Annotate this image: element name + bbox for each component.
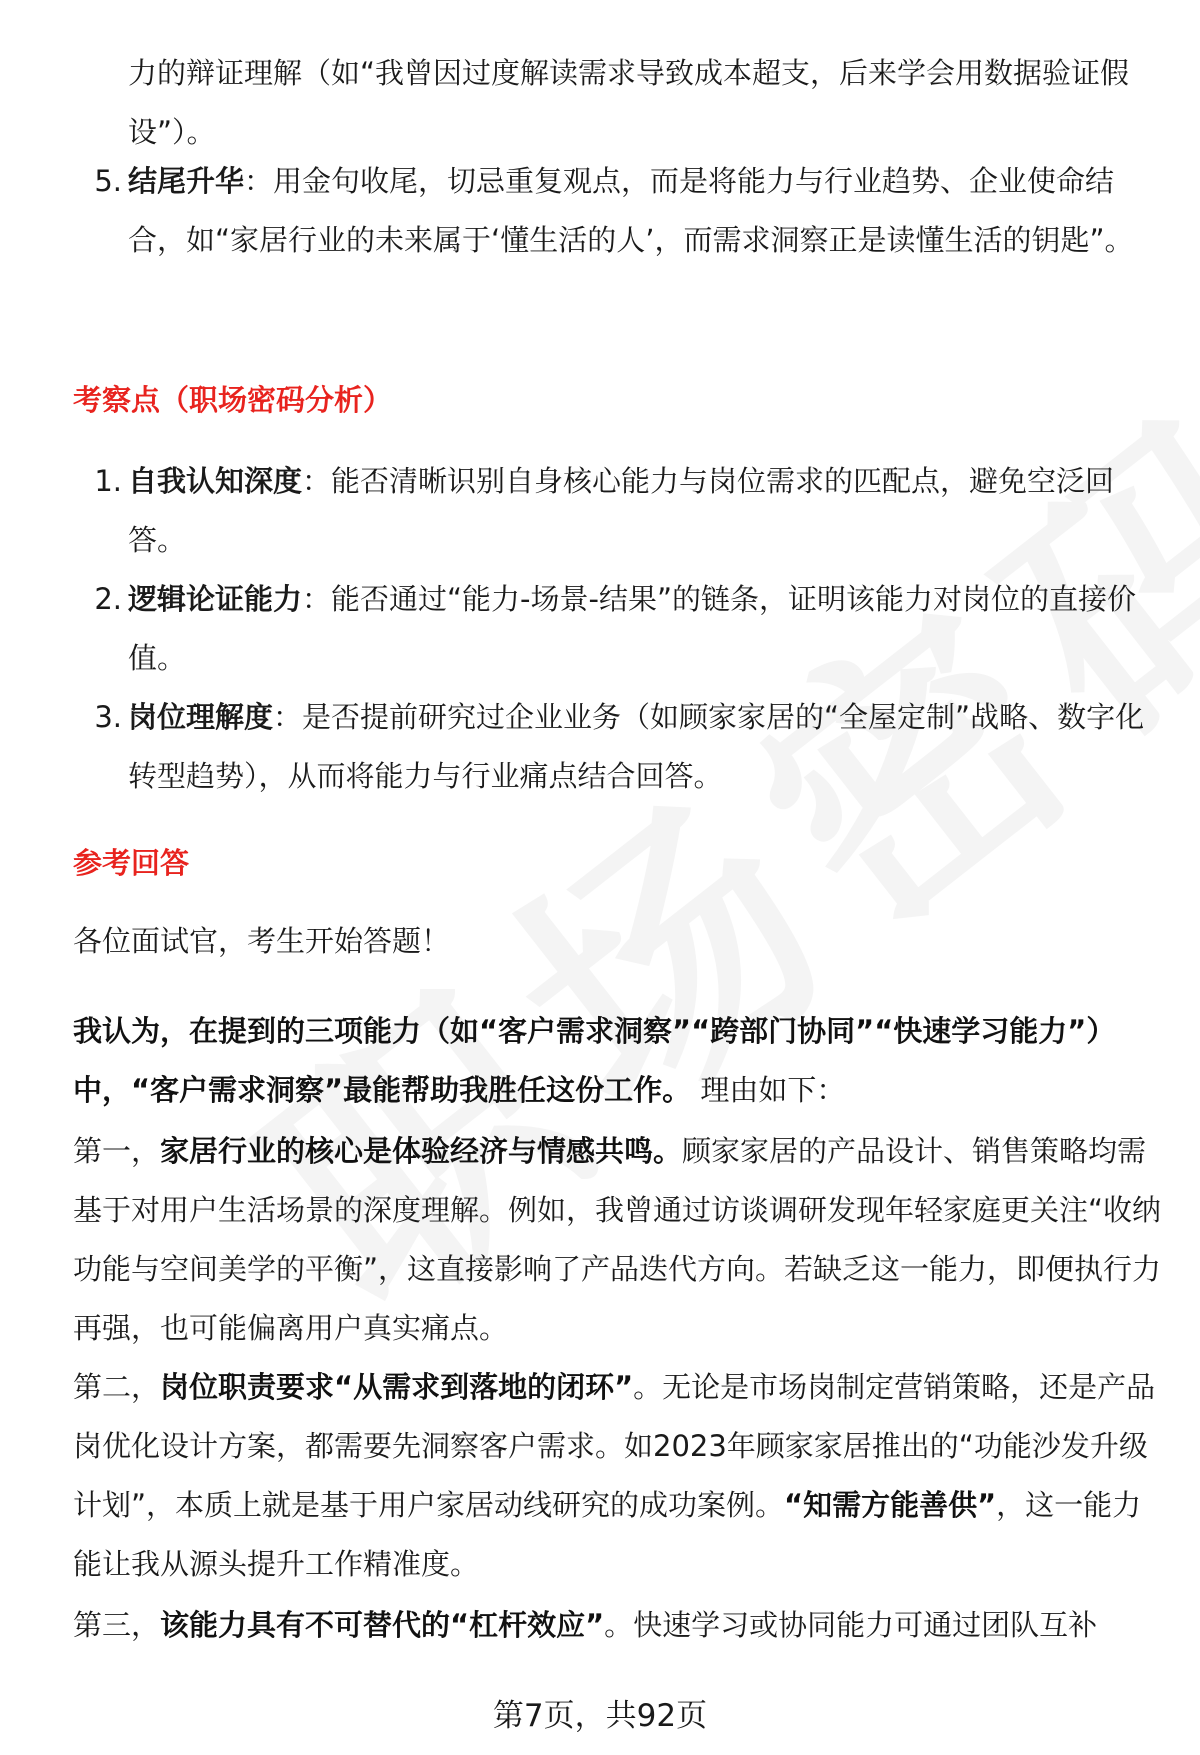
list-text [128,570,1162,688]
list-body: ：用金句收尾，切忌重复观点，而是将能力与行业趋势、企业使命结合，如“家居行业的未来属于‘懂生活的人’，而需求洞察正是读懂生活的钥匙”。 [128,164,1134,257]
section-heading-analysis: 考察点（职场密码分析） [73,383,393,417]
list-body: ：能否清晰识别自身核心能力与岗位需求的匹配点，避免空泛回答。 [128,464,1115,557]
reason-text-2: ，这一能力能让我从源头提升工作精准度。 [73,1488,1142,1581]
reason-text: 顾家家居的产品设计、销售策略均需基于对用户生活场景的深度理解。例如，我曾通过访谈调研发现年轻家庭更关注“收纳功能与空间美学的平衡”，这直接影响了产品迭代方向。若缺乏这一能力，即便执行力再强，也可能偏离用户真实痛点。 [73,1134,1162,1345]
reason-text: 。无论是市场岗制定营销策略，还是产品岗优化设计方案，都需要先洞察客户需求。如2023年顾家家居推出的“功能沙发升级计划”，本质上就是基于用户家居动线研究的成功案例。 [73,1370,1156,1522]
list-number: 5. [94,164,122,198]
list-bold: 岗位理解度 [128,700,274,734]
reason-bold-2: “知需方能善供” [784,1488,997,1522]
list-bold: 结尾升华 [128,164,245,198]
list-bold: 逻辑论证能力 [128,582,303,616]
reason-prefix: 第一， [73,1134,161,1168]
reason-bold: 家居行业的核心是体验经济与情感共鸣。 [160,1134,683,1168]
list-text [128,152,1162,270]
list-number: 3. [94,700,122,734]
intro-text: 力的辩证理解（如“我曾因过度解读需求导致成本超支，后来学会用数据验证假设”）。 [128,56,1130,149]
reason-bold: 岗位职责要求“从需求到落地的闭环” [160,1370,634,1404]
thesis-paragraph [73,1002,1163,1120]
list-body: ：是否提前研究过企业业务（如顾家家居的“全屋定制”战略、数字化转型趋势），从而将能力与行业痛点结合回答。 [128,700,1145,793]
list-body: ：能否通过“能力-场景-结果”的链条，证明该能力对岗位的直接价值。 [128,582,1136,675]
thesis-text: 理由如下： [700,1073,846,1107]
reason-prefix: 第二， [73,1370,161,1404]
list-number: 1. [94,464,122,498]
list-bold: 自我认知深度 [128,464,303,498]
list-number: 2. [94,582,122,616]
list-text [128,688,1162,806]
list-text [128,452,1162,570]
reason-paragraph-3 [73,1596,1173,1655]
reason-prefix: 第三， [73,1608,161,1642]
section-heading-reference: 参考回答 [73,846,190,880]
reason-bold: 该能力具有不可替代的“杠杆效应” [160,1608,605,1642]
reason-paragraph-1 [73,1122,1163,1358]
intro-paragraph [128,44,1162,162]
page-number: 第7页，共92页 [492,1698,708,1734]
reason-paragraph-2 [73,1358,1163,1594]
thesis-bold: 我认为，在提到的三项能力（如“客户需求洞察”“跨部门协同”“快速学习能力”）中，“客户需求洞察”最能帮助我胜任这份工作。 [73,1014,1116,1107]
reason-text: 。快速学习或协同能力可通过团队互补 [604,1608,1098,1642]
greeting: 各位面试官，考生开始答题！ [73,924,451,958]
